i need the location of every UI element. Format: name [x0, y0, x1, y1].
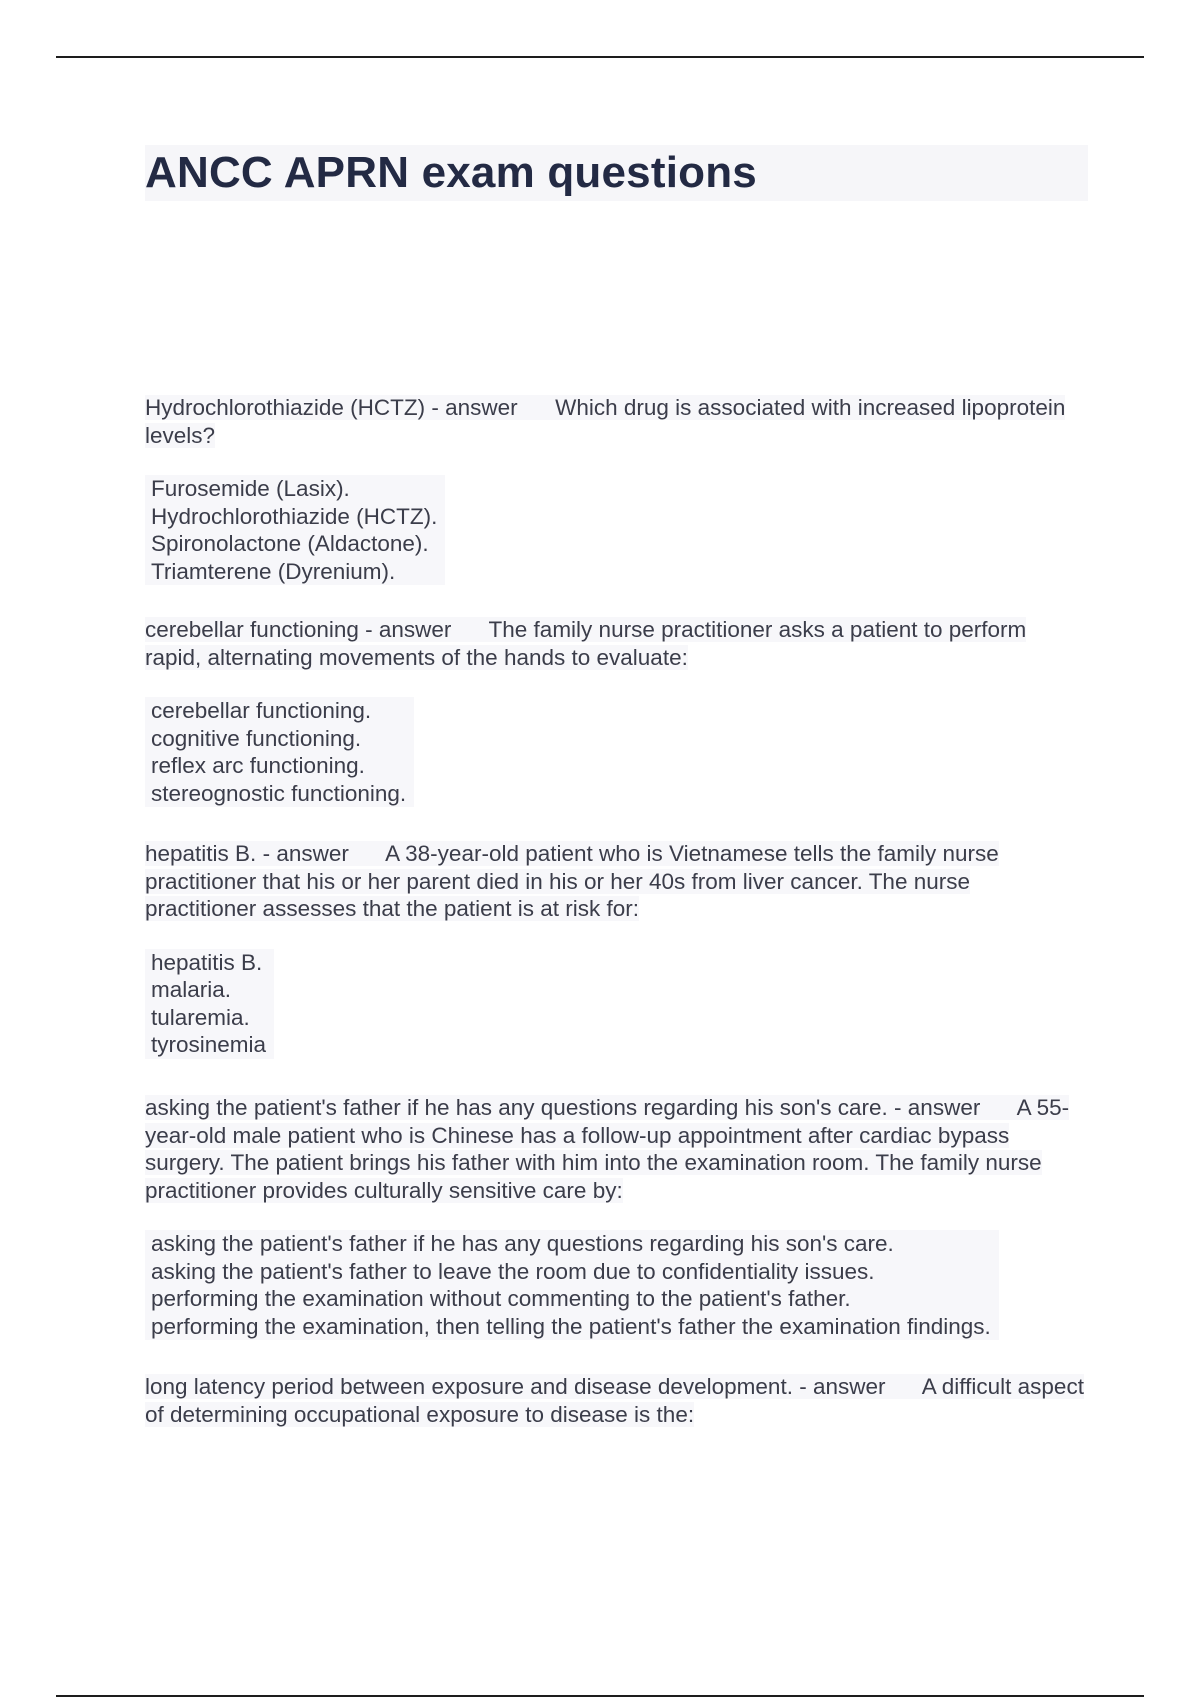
answer-text-2: cerebellar functioning: [145, 617, 359, 642]
answer-separator-3: - answer: [256, 841, 349, 866]
option-4d: performing the examination, then telling the patient's father the examination findings.: [151, 1313, 991, 1339]
answer-text-1: Hydrochlorothiazide (HCTZ): [145, 395, 426, 420]
question-text-1: Which drug is associated with increased lipoprotein levels?: [145, 395, 1066, 448]
options-list-2: [145, 697, 414, 807]
option-3b: malaria.: [151, 977, 232, 1002]
question-text-2: The family nurse practitioner asks a patient to perform rapid, alternating movements of the hands to evaluate:: [145, 617, 1027, 670]
bottom-rule: [56, 1695, 1144, 1697]
question-block-2: [145, 616, 1085, 807]
option-2d: stereognostic functioning.: [151, 780, 407, 806]
question-stem-5: [145, 1374, 1084, 1427]
answer-text-4: asking the patient's father if he has any questions regarding his son's care.: [145, 1095, 888, 1120]
answer-separator-1: - answer: [425, 395, 518, 420]
option-3c: tularemia.: [151, 1004, 250, 1030]
option-1b: Hydrochlorothiazide (HCTZ).: [151, 503, 438, 529]
question-text-4: A 55-year-old male patient who is Chinese has a follow-up appointment after cardiac bypass surgery. The patient brings his father with him into the examination room. The family nurse practitioner provides culturally sensitive care by:: [145, 1095, 1070, 1203]
answer-separator-5: - answer: [792, 1374, 886, 1399]
answer-text-3: hepatitis B.: [145, 841, 257, 866]
options-list-1: [145, 475, 445, 585]
question-text-5: A difficult aspect of determining occupational exposure to disease is the:: [145, 1374, 1084, 1427]
question-block-4: [145, 1094, 1085, 1340]
question-block-3: [145, 840, 1085, 1059]
question-stem-2: [145, 617, 1026, 670]
options-list-3: [145, 949, 274, 1059]
options-list-4: [145, 1230, 999, 1340]
option-1a: Furosemide (Lasix).: [151, 476, 350, 501]
option-3a: hepatitis B.: [151, 949, 263, 975]
question-stem-3: [145, 841, 999, 921]
option-4b: asking the patient's father to leave the room due to confidentiality issues.: [151, 1258, 875, 1284]
question-block-5: [145, 1373, 1085, 1428]
option-2c: reflex arc functioning.: [151, 753, 365, 778]
option-4a: asking the patient's father if he has any questions regarding his son's care.: [151, 1231, 894, 1256]
option-2b: cognitive functioning.: [151, 725, 362, 751]
answer-text-5: long latency period between exposure and disease development.: [145, 1374, 793, 1399]
option-1c: Spironolactone (Aldactone).: [151, 531, 429, 556]
question-text-3: A 38-year-old patient who is Vietnamese tells the family nurse practitioner that his or her parent died in his or her 40s from liver cancer. The nurse practitioner assesses that the patient is at risk for:: [145, 841, 999, 921]
option-1d: Triamterene (Dyrenium).: [151, 558, 396, 584]
question-stem-4: [145, 1095, 1069, 1203]
answer-separator-4: - answer: [887, 1095, 981, 1120]
question-stem-1: [145, 395, 1065, 448]
option-3d: tyrosinemia: [151, 1032, 267, 1057]
top-rule: [56, 56, 1144, 58]
option-4c: performing the examination without commenting to the patient's father.: [151, 1286, 851, 1311]
answer-separator-2: - answer: [358, 617, 452, 642]
question-block-1: [145, 394, 1085, 585]
page-title: ANCC APRN exam questions: [145, 148, 757, 197]
option-2a: cerebellar functioning.: [151, 698, 372, 723]
